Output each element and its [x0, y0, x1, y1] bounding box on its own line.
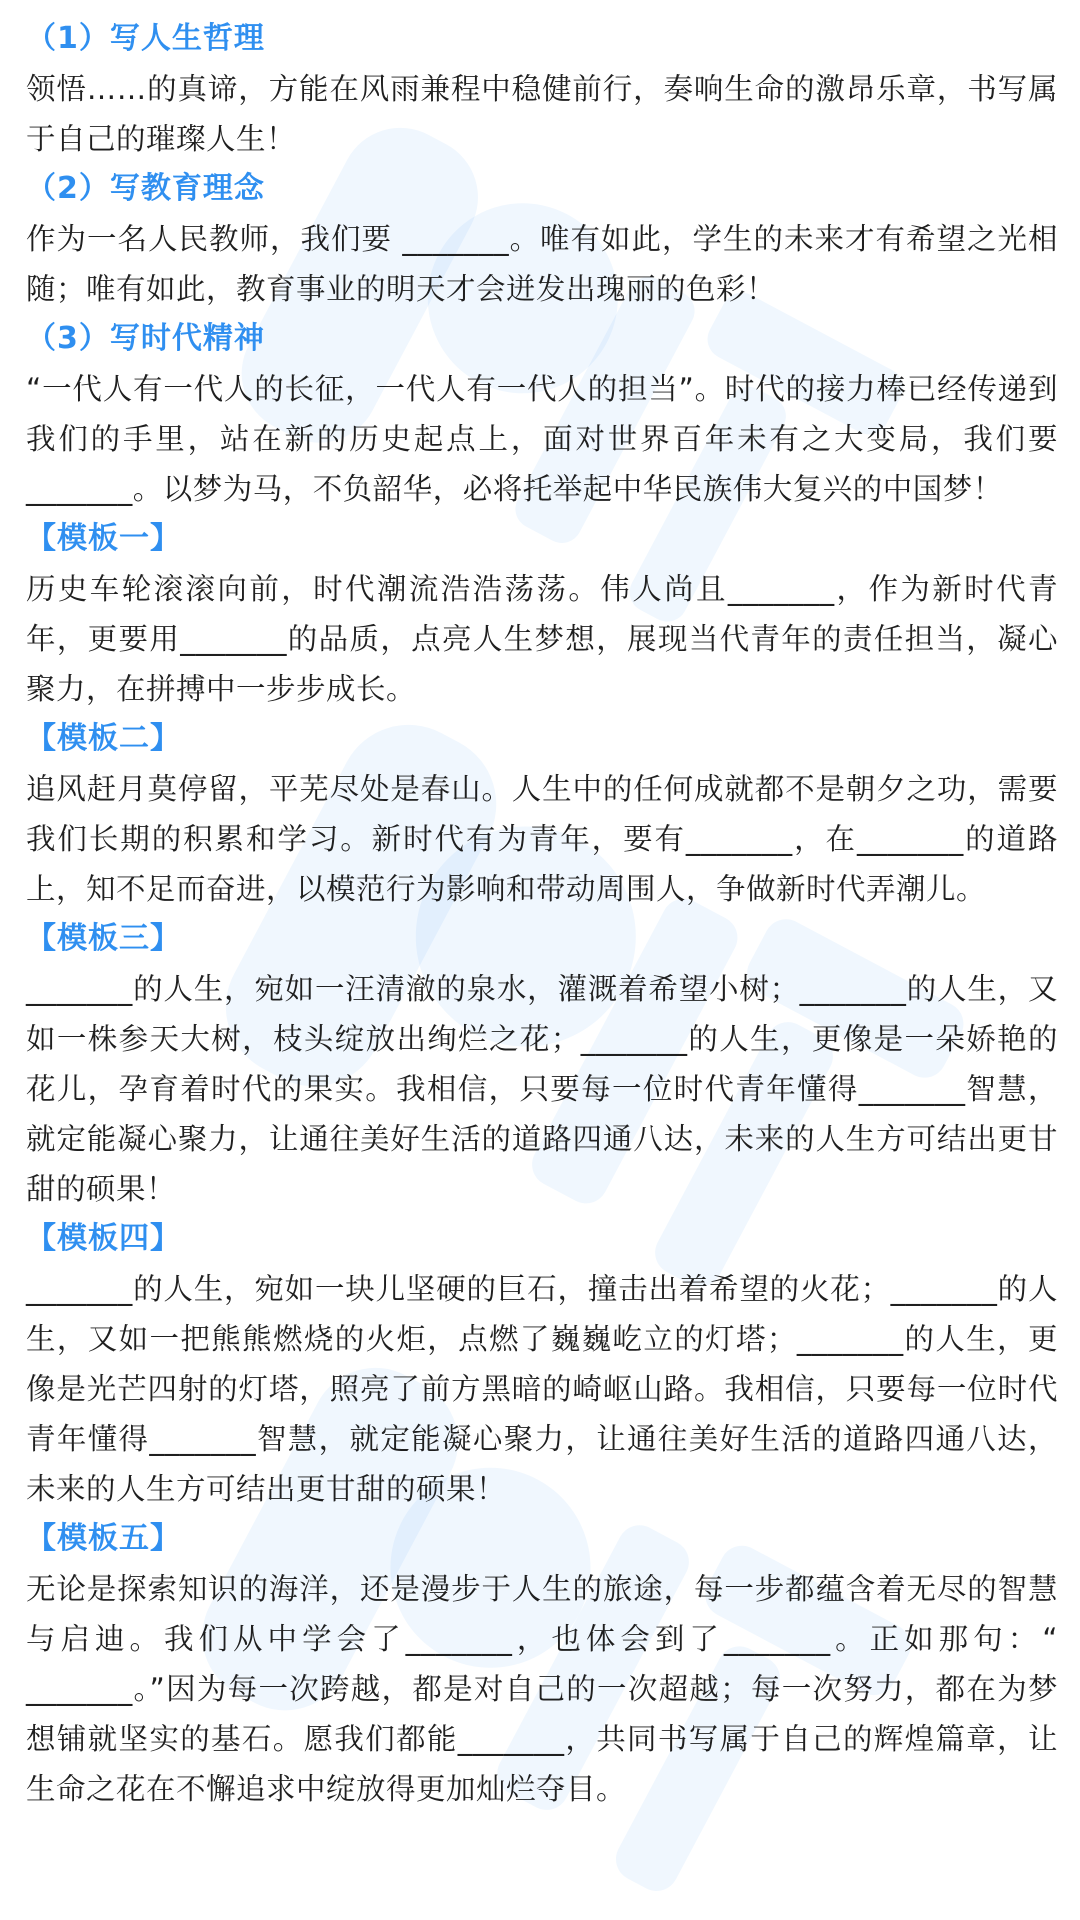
template-heading: 【模板五】	[26, 1521, 181, 1556]
section-heading: （3）写时代精神	[26, 321, 265, 356]
template-3	[26, 914, 1058, 1214]
section-paragraph: “一代人有一代人的长征，一代人有一代人的担当”。时代的接力棒已经传递到我们的手里，站在新的历史起点上，面对世界百年未有之大变局，我们要_______。以梦为马，不负韶华，必将托举起中华民族伟大复兴的中国梦！	[26, 372, 1058, 506]
template-1	[26, 514, 1058, 714]
template-paragraph: 无论是探索知识的海洋，还是漫步于人生的旅途，每一步都蕴含着无尽的智慧与启迪。我们从中学会了_______，也体会到了_______。正如那句：“ _______。”因为每一次跨越，都是对自己的一次超越；每一次努力，都在为梦想铺就坚实的基石。愿我们都能_______，共同书写属于自己的辉煌篇章，让生命之花在不懈追求中绽放得更加灿烂夺目。	[26, 1572, 1058, 1806]
section-era-spirit	[26, 314, 1058, 514]
template-paragraph: _______的人生，宛如一块儿坚硬的巨石，撞击出着希望的火花；_______的人生，又如一把熊熊燃烧的火炬，点燃了巍巍屹立的灯塔；_______的人生，更像是光芒四射的灯塔，照亮了前方黑暗的崎岖山路。我相信，只要每一位时代青年懂得_______智慧，就定能凝心聚力，让通往美好生活的道路四通八达，未来的人生方可结出更甘甜的硕果！	[26, 1272, 1058, 1506]
section-paragraph: 领悟……的真谛，方能在风雨兼程中稳健前行，奏响生命的激昂乐章，书写属于自己的璀璨人生！	[26, 72, 1058, 156]
section-paragraph: 作为一名人民教师，我们要 _______。唯有如此，学生的未来才有希望之光相随；唯有如此，教育事业的明天才会迸发出瑰丽的色彩！	[26, 222, 1058, 306]
template-5	[26, 1514, 1058, 1814]
template-paragraph: _______的人生，宛如一汪清澈的泉水，灌溉着希望小树；_______的人生，又如一株参天大树，枝头绽放出绚烂之花；_______的人生，更像是一朵娇艳的花儿，孕育着时代的果实。我相信，只要每一位时代青年懂得_______智慧，就定能凝心聚力，让通往美好生活的道路四通八达，未来的人生方可结出更甘甜的硕果！	[26, 972, 1058, 1206]
section-education-concept	[26, 164, 1058, 314]
section-heading: （1）写人生哲理	[26, 21, 265, 56]
template-heading: 【模板三】	[26, 921, 181, 956]
template-2	[26, 714, 1058, 914]
template-4	[26, 1214, 1058, 1514]
section-heading: （2）写教育理念	[26, 171, 265, 206]
template-paragraph: 追风赶月莫停留，平芜尽处是春山。人生中的任何成就都不是朝夕之功，需要我们长期的积累和学习。新时代有为青年，要有_______，在_______的道路上，知不足而奋进，以模范行为影响和带动周围人，争做新时代弄潮儿。	[26, 772, 1058, 906]
template-heading: 【模板一】	[26, 521, 181, 556]
template-heading: 【模板四】	[26, 1221, 181, 1256]
template-heading: 【模板二】	[26, 721, 181, 756]
template-paragraph: 历史车轮滚滚向前，时代潮流浩浩荡荡。伟人尚且_______，作为新时代青年，更要用_______的品质，点亮人生梦想，展现当代青年的责任担当，凝心聚力，在拼搏中一步步成长。	[26, 572, 1058, 706]
section-life-philosophy	[26, 14, 1058, 164]
